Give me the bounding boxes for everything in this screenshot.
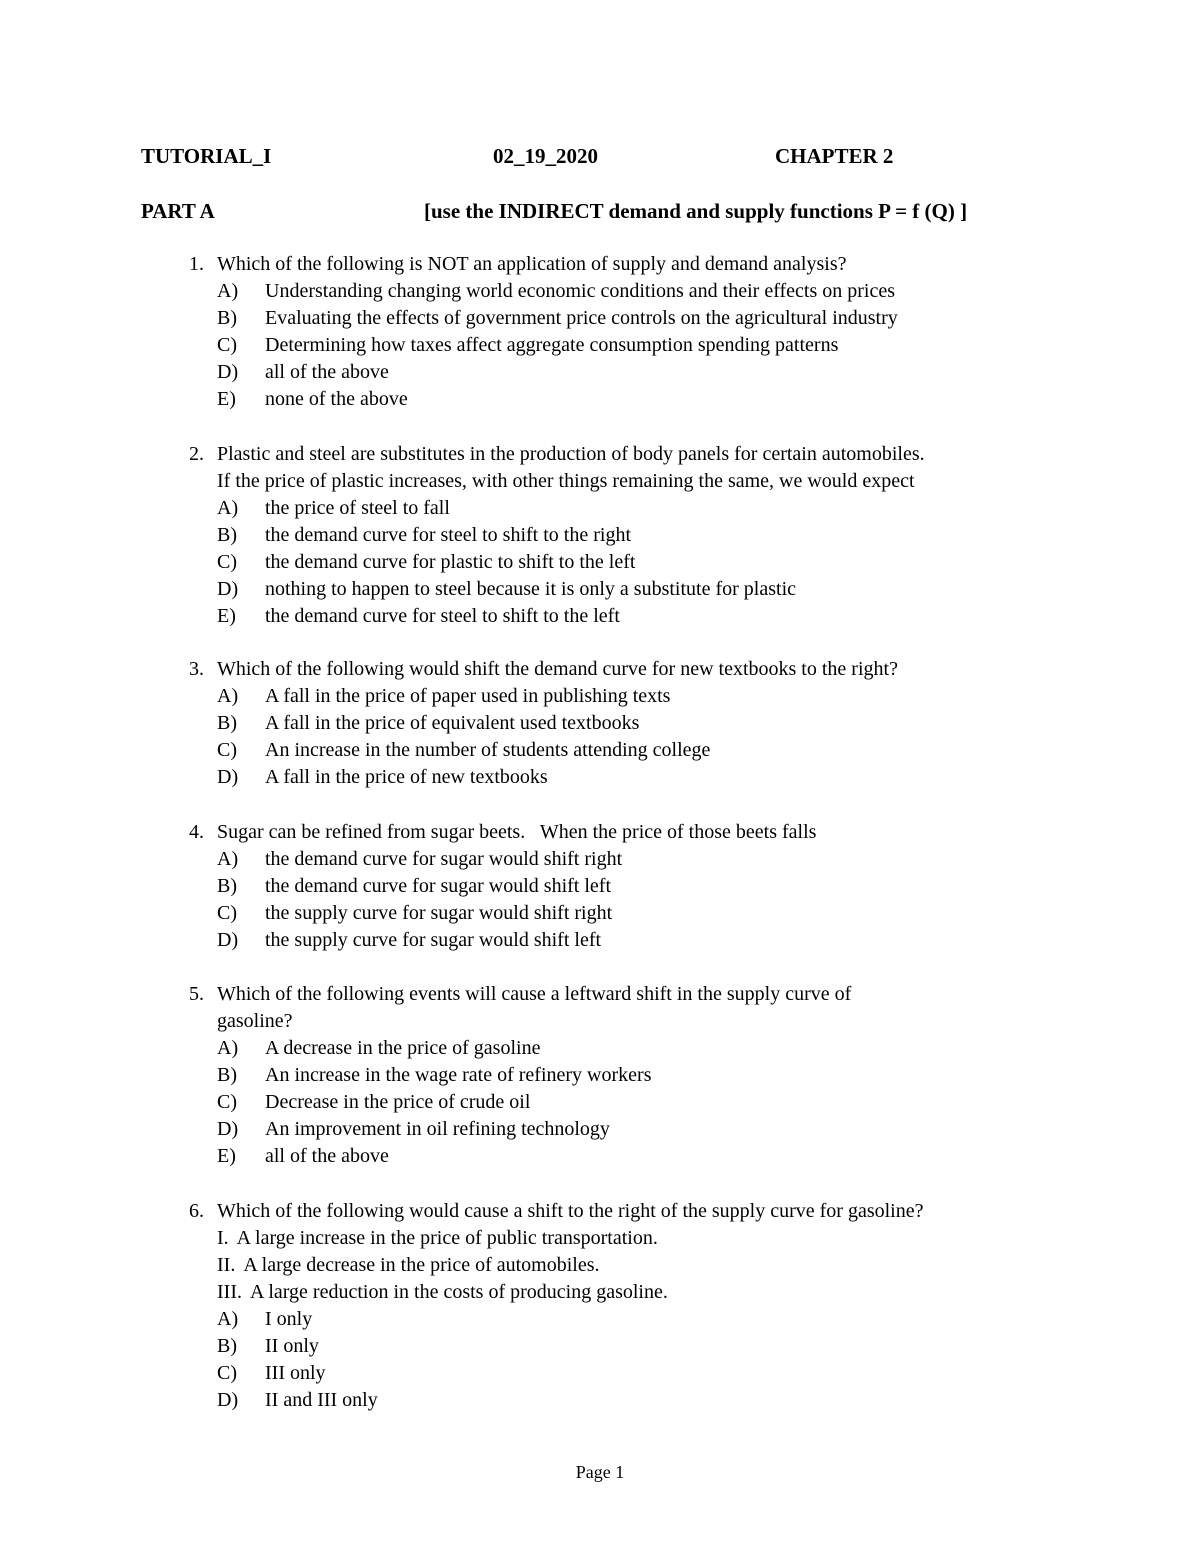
answer-option	[189, 278, 1089, 305]
option-text: II only	[265, 1335, 319, 1357]
part-label: PART A	[141, 199, 215, 223]
statement-numeral: I.	[217, 1227, 229, 1249]
answer-option	[189, 305, 1089, 332]
option-text: all of the above	[265, 361, 389, 383]
option-letter: C)	[217, 902, 237, 924]
option-text: the supply curve for sugar would shift right	[265, 902, 613, 924]
answer-option	[189, 900, 1089, 927]
option-letter: B)	[217, 875, 237, 897]
option-letter: A)	[217, 1037, 239, 1059]
option-text: An increase in the wage rate of refinery workers	[265, 1064, 652, 1086]
question-number: 1.	[189, 253, 204, 275]
page-number: Page 1	[575, 1462, 625, 1482]
answer-option	[189, 549, 1089, 576]
answer-option	[189, 927, 1089, 954]
option-text: nothing to happen to steel because it is only a substitute for plastic	[265, 578, 797, 600]
question-number: 5.	[189, 983, 204, 1005]
option-text: A decrease in the price of gasoline	[265, 1037, 541, 1059]
option-text: I only	[265, 1308, 313, 1330]
option-text: A fall in the price of equivalent used textbooks	[265, 712, 640, 734]
statement-text: A large increase in the price of public transportation.	[236, 1227, 658, 1249]
option-letter: E)	[217, 388, 236, 410]
question-4	[189, 819, 1089, 954]
option-letter: C)	[217, 1362, 237, 1384]
part-instruction: [use the INDIRECT demand and supply functions P = f (Q) ]	[424, 199, 968, 223]
answer-option	[189, 522, 1089, 549]
option-text: An improvement in oil refining technology	[265, 1118, 610, 1140]
answer-option	[189, 873, 1089, 900]
option-letter: D)	[217, 1389, 239, 1411]
option-letter: D)	[217, 766, 239, 788]
answer-option	[189, 1333, 1089, 1360]
question-text: Sugar can be refined from sugar beets. When the price of those beets falls	[217, 821, 817, 843]
option-letter: A)	[217, 1308, 239, 1330]
answer-option	[189, 359, 1089, 386]
question-text-continued: gasoline?	[217, 1010, 293, 1032]
option-letter: E)	[217, 605, 236, 627]
question-6	[189, 1198, 1089, 1414]
statement-numeral: III.	[217, 1281, 242, 1303]
option-letter: D)	[217, 361, 239, 383]
option-letter: B)	[217, 1064, 237, 1086]
question-number: 3.	[189, 658, 204, 680]
answer-option	[189, 1306, 1089, 1333]
question-text: Which of the following is NOT an application of supply and demand analysis?	[217, 253, 847, 275]
answer-option	[189, 1360, 1089, 1387]
option-text: Understanding changing world economic conditions and their effects on prices	[265, 280, 896, 302]
option-letter: E)	[217, 1145, 236, 1167]
option-letter: B)	[217, 712, 237, 734]
option-letter: A)	[217, 280, 239, 302]
answer-option	[189, 764, 1089, 791]
option-letter: B)	[217, 307, 237, 329]
option-text: the demand curve for steel to shift to the left	[265, 605, 620, 627]
answer-option	[189, 495, 1089, 522]
answer-option	[189, 576, 1089, 603]
question-5	[189, 981, 1089, 1170]
question-2	[189, 441, 1089, 630]
option-letter: D)	[217, 578, 239, 600]
option-letter: D)	[217, 929, 239, 951]
option-text: III only	[265, 1362, 326, 1384]
answer-option	[189, 737, 1089, 764]
question-number: 6.	[189, 1200, 204, 1222]
chapter-label: CHAPTER 2	[775, 144, 894, 168]
question-3	[189, 656, 1089, 791]
question-text: Which of the following events will cause a leftward shift in the supply curve of	[217, 983, 852, 1005]
date-label: 02_19_2020	[493, 144, 598, 168]
question-text-continued: If the price of plastic increases, with other things remaining the same, we would expect	[217, 470, 915, 492]
question-text: Which of the following would shift the demand curve for new textbooks to the right?	[217, 658, 898, 680]
option-text: An increase in the number of students attending college	[265, 739, 711, 761]
option-text: II and III only	[265, 1389, 378, 1411]
option-text: the supply curve for sugar would shift left	[265, 929, 602, 951]
answer-option	[189, 1116, 1089, 1143]
statement-numeral: II.	[217, 1254, 236, 1276]
option-text: Evaluating the effects of government price controls on the agricultural industry	[265, 307, 898, 329]
option-text: all of the above	[265, 1145, 389, 1167]
question-text: Plastic and steel are substitutes in the production of body panels for certain automobiles.	[217, 443, 925, 465]
option-text: the demand curve for steel to shift to the right	[265, 524, 632, 546]
option-letter: B)	[217, 1335, 237, 1357]
option-letter: C)	[217, 1091, 237, 1113]
option-text: the demand curve for plastic to shift to the left	[265, 551, 636, 573]
option-letter: A)	[217, 685, 239, 707]
answer-option	[189, 846, 1089, 873]
answer-option	[189, 1387, 1089, 1414]
statement-text: A large reduction in the costs of producing gasoline.	[249, 1281, 668, 1303]
answer-option	[189, 683, 1089, 710]
option-letter: C)	[217, 739, 237, 761]
option-text: A fall in the price of paper used in publishing texts	[265, 685, 671, 707]
question-text: Which of the following would cause a shift to the right of the supply curve for gasoline?	[217, 1200, 924, 1222]
answer-option	[189, 386, 1089, 413]
tutorial-label: TUTORIAL_I	[141, 144, 272, 168]
option-letter: D)	[217, 1118, 239, 1140]
option-text: the demand curve for sugar would shift left	[265, 875, 612, 897]
question-number: 2.	[189, 443, 204, 465]
roman-statement	[189, 1279, 1089, 1306]
option-letter: A)	[217, 497, 239, 519]
option-text: the demand curve for sugar would shift right	[265, 848, 623, 870]
option-text: none of the above	[265, 388, 408, 410]
statement-text: A large decrease in the price of automobiles.	[243, 1254, 600, 1276]
option-text: A fall in the price of new textbooks	[265, 766, 548, 788]
answer-option	[189, 1062, 1089, 1089]
option-letter: C)	[217, 334, 237, 356]
roman-statement	[189, 1252, 1089, 1279]
answer-option	[189, 1035, 1089, 1062]
option-text: the price of steel to fall	[265, 497, 450, 519]
option-letter: C)	[217, 551, 237, 573]
answer-option	[189, 1143, 1089, 1170]
option-letter: B)	[217, 524, 237, 546]
question-1	[189, 251, 1089, 413]
option-text: Determining how taxes affect aggregate consumption spending patterns	[265, 334, 839, 356]
option-letter: A)	[217, 848, 239, 870]
answer-option	[189, 332, 1089, 359]
option-text: Decrease in the price of crude oil	[265, 1091, 531, 1113]
answer-option	[189, 710, 1089, 737]
roman-statement	[189, 1225, 1089, 1252]
answer-option	[189, 603, 1089, 630]
answer-option	[189, 1089, 1089, 1116]
question-number: 4.	[189, 821, 204, 843]
